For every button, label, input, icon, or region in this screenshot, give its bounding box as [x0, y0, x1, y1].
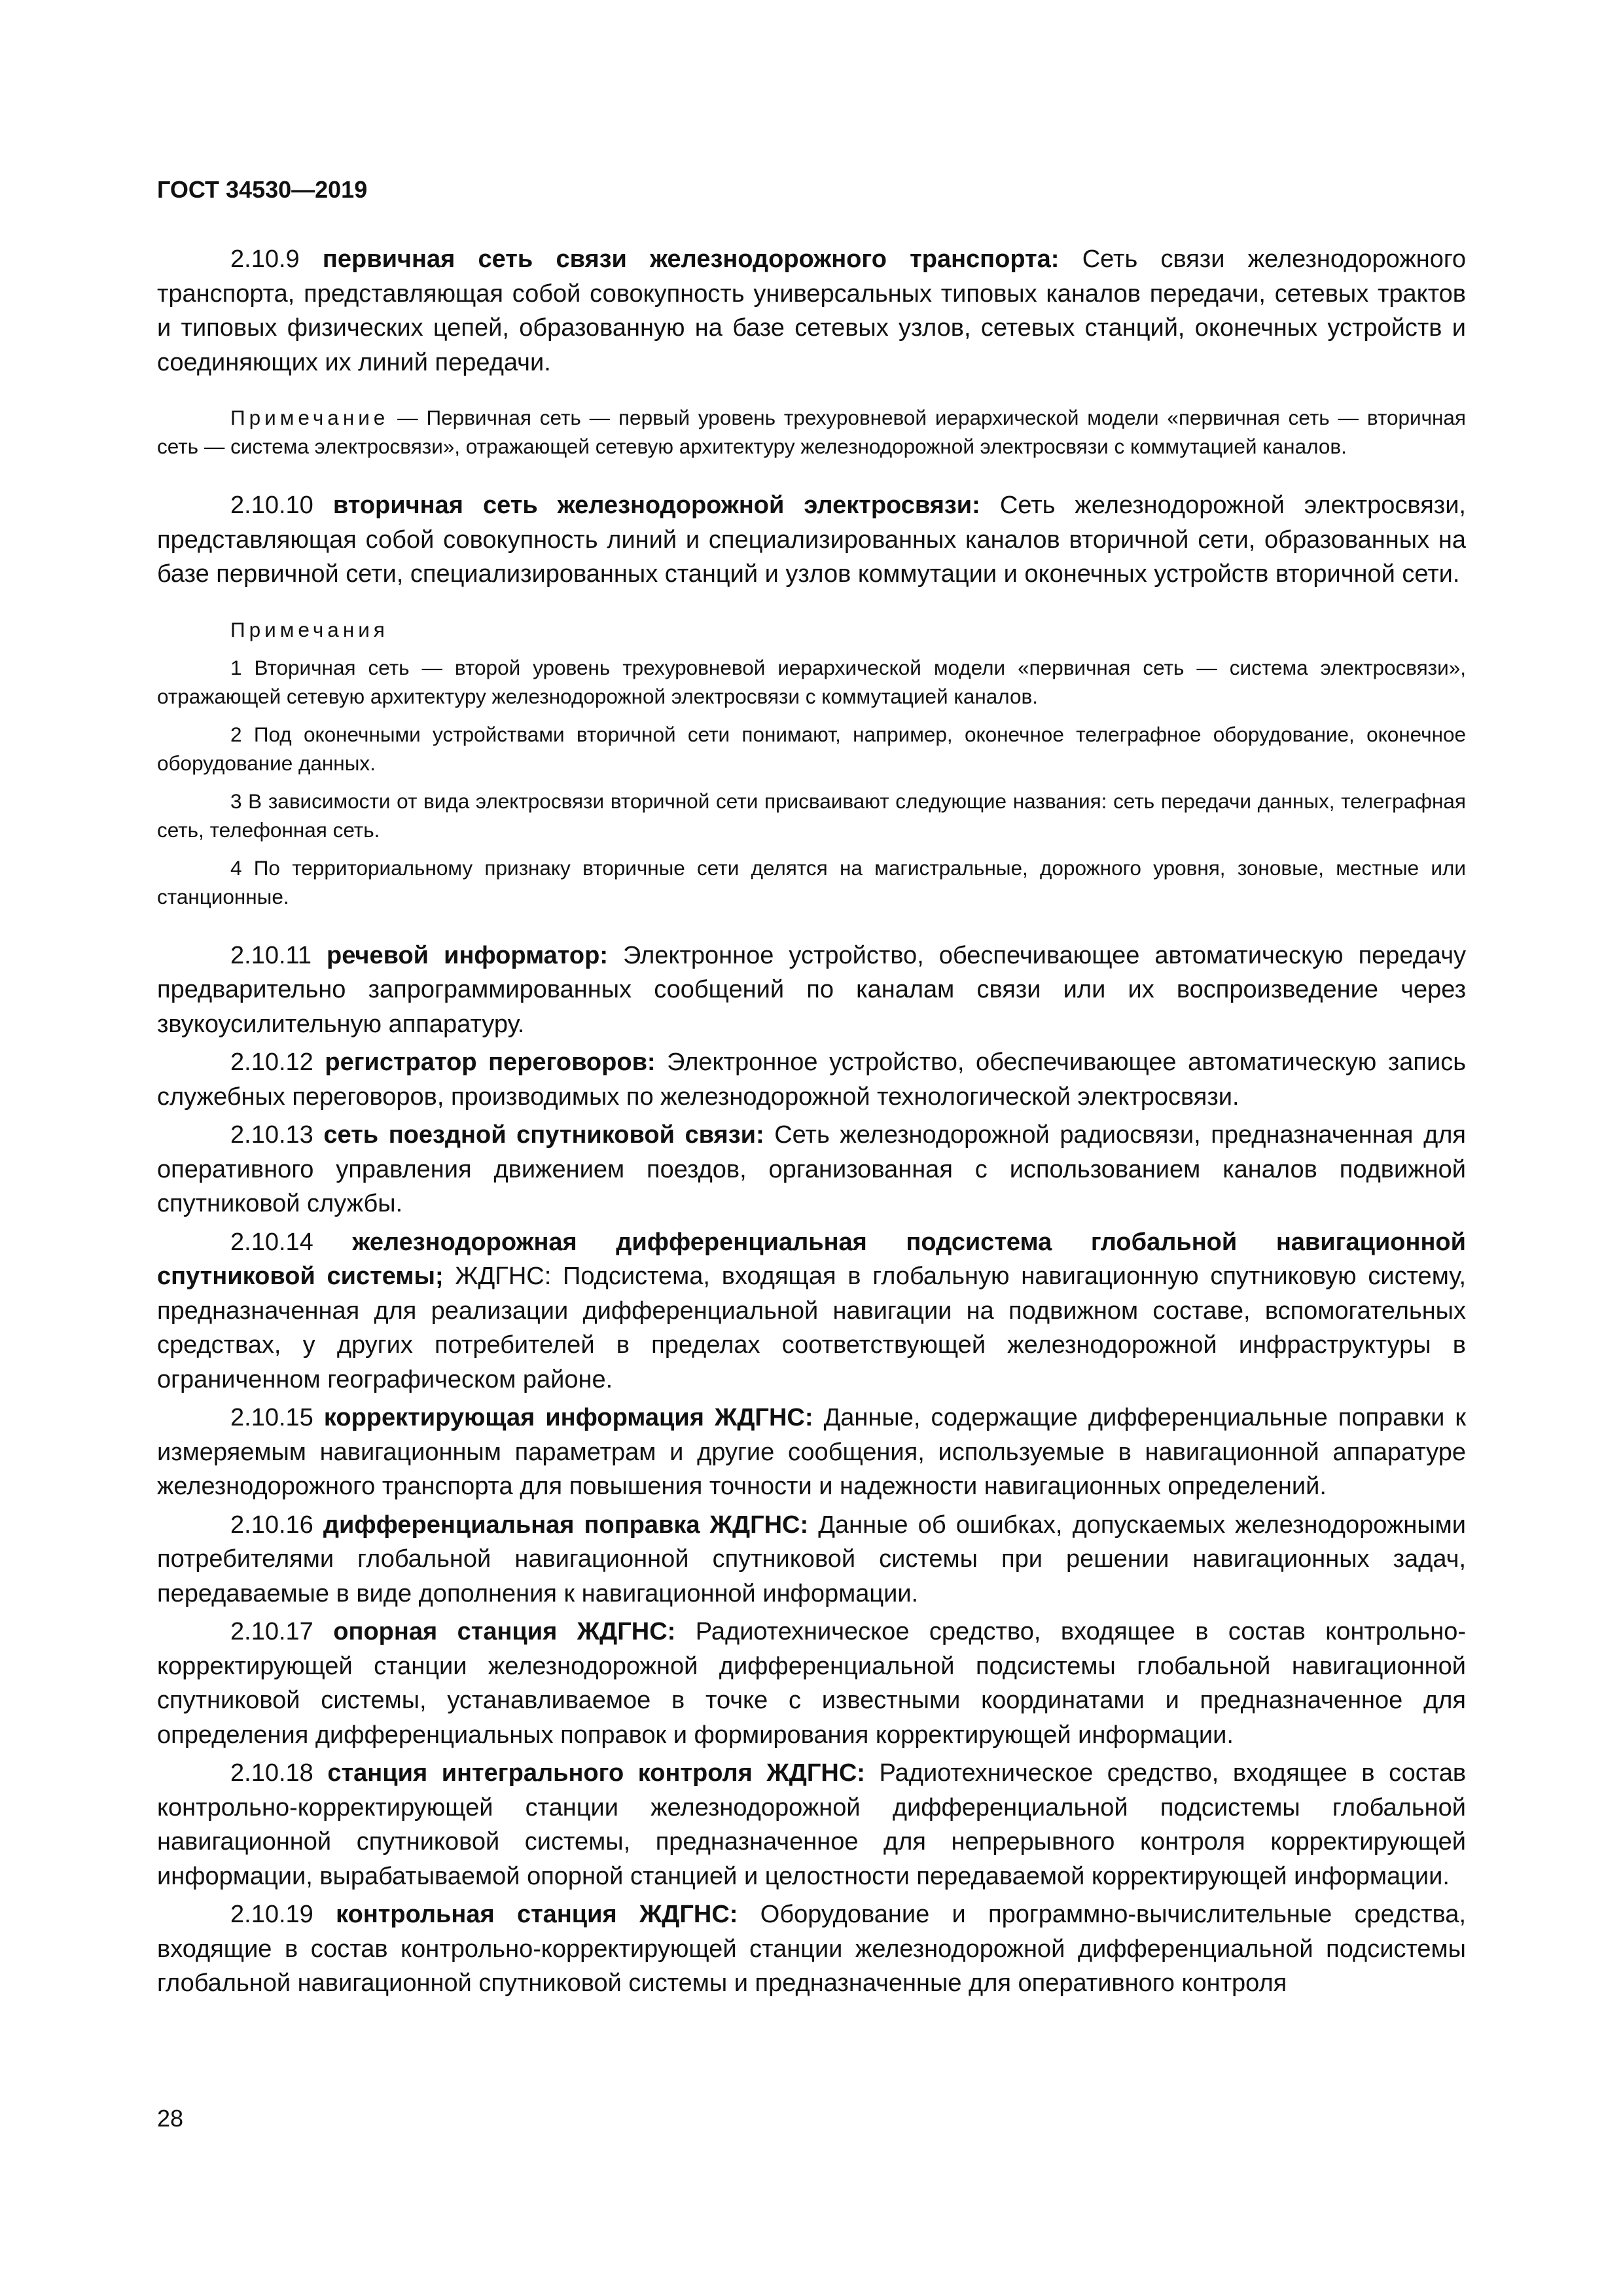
term-title: речевой информатор: — [327, 941, 608, 969]
term-title: станция интегрального контроля ЖДГНС: — [327, 1759, 865, 1787]
note-item: 4 По территориальному признаку вторичные сети делятся на магистральные, дорожного уровня, зоновые, местные или станционные. — [157, 855, 1466, 908]
page-number: 28 — [157, 2105, 184, 2132]
term-title: дифференциальная поправка ЖДГНС: — [323, 1511, 809, 1539]
note-text: — Первичная сеть — первый уровень трехуровневой иерархической модели «первичная сеть — вторичная сеть — система электросвязи», отражающей сетевую архитектуру железнодорожной электросвязи с коммутацией каналов. — [157, 406, 1466, 458]
term-2-10-13 — [157, 1118, 1466, 1221]
term-number: 2.10.10 — [230, 492, 313, 519]
term-number: 2.10.16 — [230, 1511, 313, 1539]
term-title: опорная станция ЖДГНС: — [333, 1618, 676, 1645]
term-definition: Электронное устройство, обеспечивающее автоматическую запись служебных переговоров, производимых по железнодорожной технологической электросвязи. — [157, 1049, 1466, 1111]
document-header: ГОСТ 34530—2019 — [157, 176, 368, 203]
term-definition: Данные об ошибках, допускаемых железнодорожными потребителями глобальной навигационной спутниковой системы при решении навигационных задач, передаваемые в виде дополнения к навигационной информации. — [157, 1511, 1466, 1607]
term-title: сеть поездной спутниковой связи: — [323, 1121, 764, 1149]
term-title: первичная сеть связи железнодорожного транспорта: — [322, 245, 1060, 273]
term-number: 2.10.18 — [230, 1759, 313, 1787]
term-number: 2.10.11 — [230, 941, 312, 969]
term-2-10-18 — [157, 1756, 1466, 1893]
note-item: 2 Под оконечными устройствами вторичной сети понимают, например, оконечное телеграфное оборудование, оконечное оборудование данных. — [157, 722, 1466, 775]
term-2-10-10 — [157, 488, 1466, 592]
term-2-10-11 — [157, 939, 1466, 1042]
note-2-10-9 — [157, 403, 1466, 461]
term-2-10-16 — [157, 1508, 1466, 1611]
note-item: 3 В зависимости от вида электросвязи вторичной сети присваивают следующие названия: сеть передачи данных, телеграфная сеть, телефонная сеть. — [157, 789, 1466, 842]
term-definition: Сеть железнодорожной радиосвязи, предназначенная для оперативного управления движением поездов, организованная с использованием каналов подвижной спутниковой службы. — [157, 1121, 1466, 1217]
term-title: регистратор переговоров: — [325, 1049, 656, 1076]
term-title: железнодорожная дифференциальная подсистема глобальной навигационной спутниковой системы; — [157, 1228, 1466, 1290]
term-2-10-9 — [157, 242, 1466, 380]
note-label: Примечание — [230, 406, 389, 429]
term-number: 2.10.15 — [230, 1404, 313, 1431]
term-definition: ЖДГНС: Подсистема, входящая в глобальную навигационную спутниковую систему, предназначенная для реализации дифференциальной навигации на подвижном составе, вспомогательных средствах, у других потребителей в пределах соответствующей железнодорожной инфраструктуры в ограниченном географическом районе. — [157, 1263, 1467, 1393]
term-number: 2.10.14 — [230, 1228, 313, 1256]
term-definition: Оборудование и программно-вычислительные средства, входящие в состав контрольно-корректирующей станции железнодорожной дифференциальной подсистемы глобальной навигационной спутниковой системы и предназначенные для оперативного контроля — [157, 1901, 1466, 1997]
term-2-10-14 — [157, 1225, 1466, 1397]
term-number: 2.10.17 — [230, 1618, 313, 1645]
term-number: 2.10.12 — [230, 1049, 313, 1076]
term-definition: Радиотехническое средство, входящее в состав контрольно-корректирующей станции железнодорожной дифференциальной подсистемы глобальной навигационной спутниковой системы, предназначенное для непрерывного контроля корректирующей информации, вырабатываемой опорной станцией и целостности передаваемой корректирующей информации. — [157, 1759, 1467, 1890]
term-number: 2.10.19 — [230, 1901, 313, 1928]
term-definition: Данные, содержащие дифференциальные поправки к измеряемым навигационным параметрам и другие сообщения, используемые в навигационной аппаратуре железнодорожного транспорта для повышения точности и надежности навигационных определений. — [157, 1404, 1467, 1500]
term-definition: Сеть железнодорожной электросвязи, представляющая собой совокупность линий и специализированных каналов вторичной сети, образованных на базе первичной сети, специализированных станций и узлов коммутации и оконечных устройств вторичной сети. — [157, 492, 1466, 588]
term-definition: Электронное устройство, обеспечивающее автоматическую передачу предварительно запрограммированных сообщений по каналам связи или их воспроизведение через звукоусилительную аппаратуру. — [157, 941, 1466, 1038]
document-page — [157, 175, 1466, 2005]
term-2-10-19 — [157, 1897, 1466, 2001]
term-definition: Радиотехническое средство, входящее в состав контрольно-корректирующей станции железнодорожной дифференциальной подсистемы глобальной навигационной спутниковой системы, устанавливаемое в точке с известными координатами и предназначенное для определения дифференциальных поправок и формирования корректирующей информации. — [157, 1618, 1467, 1749]
notes-label-2-10-10 — [157, 615, 1466, 644]
term-2-10-12 — [157, 1045, 1466, 1114]
term-title: контрольная станция ЖДГНС: — [336, 1901, 738, 1928]
notes-label: Примечания — [230, 617, 389, 641]
term-number: 2.10.9 — [230, 245, 300, 273]
term-number: 2.10.13 — [230, 1121, 313, 1149]
term-title: вторичная сеть железнодорожной электросвязи: — [332, 492, 980, 519]
term-2-10-17 — [157, 1615, 1466, 1752]
term-definition: Сеть связи железнодорожного транспорта, представляющая собой совокупность универсальных типовых каналов передачи, сетевых трактов и типовых физических цепей, образованную на базе сетевых узлов, сетевых станций, оконечных устройств и соединяющих их линий передачи. — [157, 245, 1467, 376]
term-2-10-15 — [157, 1401, 1466, 1504]
note-item: 1 Вторичная сеть — второй уровень трехуровневой иерархической модели «первичная сеть — система электросвязи», отражающей сетевую архитектуру железнодорожной электросвязи с коммутацией каналов. — [157, 655, 1466, 708]
term-title: корректирующая информация ЖДГНС: — [323, 1404, 813, 1431]
